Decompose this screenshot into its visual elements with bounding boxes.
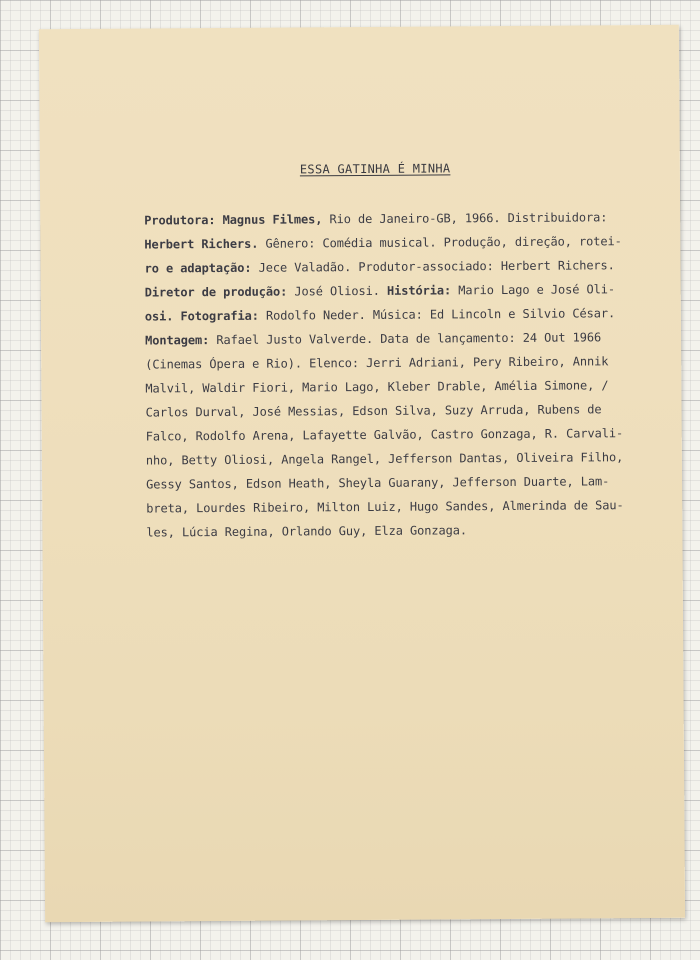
field-value: Mario Lago e José Oli- bbox=[451, 282, 616, 298]
field-value: Rio de Janeiro-GB, 1966. Distribuidora: bbox=[322, 210, 608, 227]
text-line bbox=[144, 205, 664, 233]
document-title: ESSA GATINHA É MINHA bbox=[299, 161, 451, 177]
field-value: breta, Lourdes Ribeiro, Milton Luiz, Hugo Sandes, Almerinda de Sau- bbox=[146, 498, 624, 516]
text-line bbox=[146, 421, 666, 449]
field-value: Rafael Justo Valverde. Data de lançamento: 24 Out 1966 bbox=[209, 330, 602, 348]
field-label: História: bbox=[386, 283, 452, 298]
text-line bbox=[146, 469, 666, 497]
text-line bbox=[145, 349, 665, 377]
field-value: Carlos Durval, José Messias, Edson Silva, Suzy Arruda, Rubens de bbox=[145, 402, 602, 420]
field-label: Montagem: bbox=[145, 333, 210, 348]
field-value: (Cinemas Ópera e Rio). Elenco: Jerri Adriani, Pery Ribeiro, Annik bbox=[145, 354, 609, 372]
credits-paragraph bbox=[144, 205, 666, 545]
field-value: les, Lúcia Regina, Orlando Guy, Elza Gonzaga. bbox=[146, 523, 468, 540]
field-value: José Oliosi. bbox=[287, 283, 388, 299]
text-line bbox=[145, 325, 665, 353]
field-value: Jece Valadão. Produtor-associado: Herbert Richers. bbox=[251, 258, 615, 275]
text-line bbox=[145, 301, 665, 329]
text-line bbox=[144, 253, 664, 281]
field-label: Produtora: Magnus Filmes, bbox=[144, 212, 323, 228]
text-line bbox=[146, 517, 666, 545]
field-value: Gessy Santos, Edson Heath, Sheyla Guarany, Jefferson Duarte, Lam- bbox=[146, 474, 610, 492]
field-label: Herbert Richers. bbox=[144, 236, 259, 252]
text-line bbox=[145, 397, 665, 425]
field-value: nho, Betty Oliosi, Angela Rangel, Jefferson Dantas, Oliveira Filho, bbox=[145, 450, 624, 468]
text-line bbox=[145, 373, 665, 401]
text-line bbox=[146, 493, 666, 521]
text-line bbox=[144, 229, 664, 257]
field-value: Malvil, Waldir Fiori, Mario Lago, Kleber Drable, Amélia Simone, / bbox=[145, 378, 609, 396]
field-label: ro e adaptação: bbox=[144, 260, 252, 276]
field-value: Falco, Rodolfo Arena, Lafayette Galvão, Castro Gonzaga, R. Carvali- bbox=[145, 426, 624, 444]
field-value: Rodolfo Neder. Música: Ed Lincoln e Silvio César. bbox=[258, 306, 616, 323]
text-line bbox=[146, 445, 666, 473]
field-label: osi. Fotografia: bbox=[144, 308, 259, 324]
text-line bbox=[145, 277, 665, 305]
field-label: Diretor de produção: bbox=[144, 284, 288, 300]
field-value: Gênero: Comédia musical. Produção, direção, rotei- bbox=[258, 234, 622, 251]
paper-sheet bbox=[39, 25, 685, 922]
